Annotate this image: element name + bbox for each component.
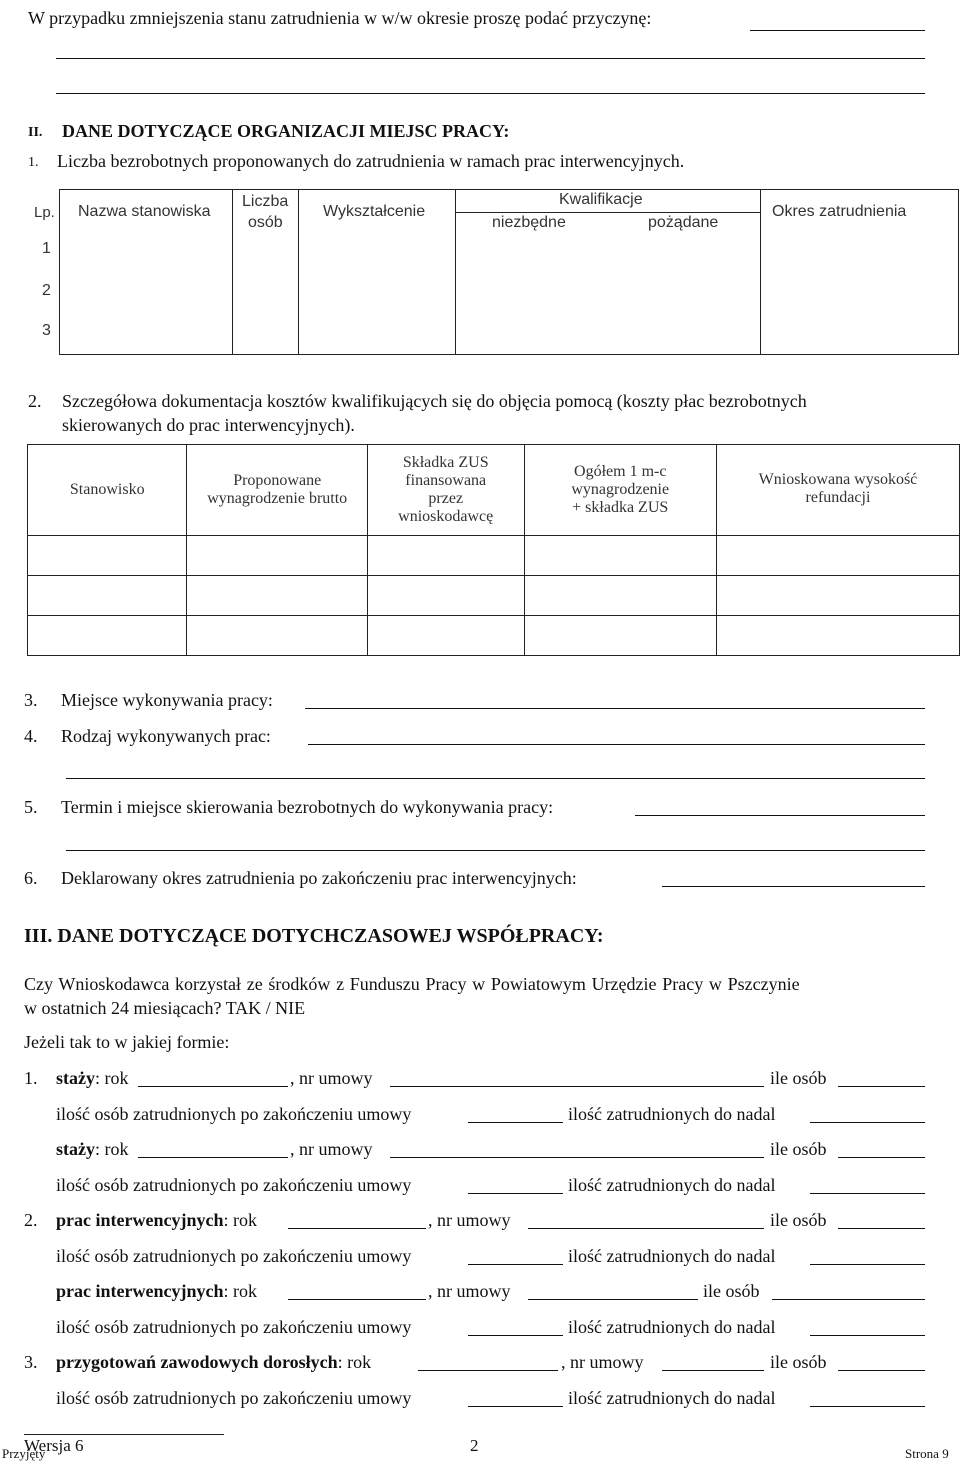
prac-row-2: prac interwencyjnych: rok	[56, 1281, 257, 1301]
prac-2-ile-field[interactable]	[772, 1299, 925, 1300]
form-num-3: 3.	[24, 1352, 38, 1372]
przygot-ile-field[interactable]	[838, 1370, 925, 1371]
stazy-2-ile-field[interactable]	[838, 1157, 925, 1158]
item-6-number: 6.	[24, 868, 38, 888]
row-num-2: 2	[42, 282, 51, 299]
stazy-2-ile-label: ile osób	[770, 1139, 827, 1159]
prac-1-po-field[interactable]	[468, 1264, 563, 1265]
work-type-field-1[interactable]	[308, 744, 925, 745]
stazy-row-2: staży: rok	[56, 1139, 129, 1159]
item-2-number: 2.	[28, 391, 42, 411]
footer-strona: Strona 9	[905, 1446, 949, 1461]
col-nazwa: Nazwa stanowiska	[78, 203, 211, 220]
costs-header-ogolem: Ogółem 1 m-c wynagrodzenie + składka ZUS	[524, 445, 716, 536]
col-lp: Lp.	[34, 204, 55, 221]
prac-1-nr-field[interactable]	[528, 1228, 764, 1229]
costs-header-refundacja: Wnioskowana wysokość refundacji	[716, 445, 959, 536]
prac-2-po-label: ilość osób zatrudnionych po zakończeniu umowy	[56, 1317, 412, 1337]
section-3-title: III. DANE DOTYCZĄCE DOTYCHCZASOWEJ WSPÓŁPRACY:	[24, 925, 604, 947]
footer-przyjety: Przyjęty	[2, 1446, 46, 1461]
prac-1-ile-field[interactable]	[838, 1228, 925, 1229]
reason-field-2[interactable]	[56, 58, 925, 59]
top-question: W przypadku zmniejszenia stanu zatrudnienia w w/w okresie proszę podać przyczynę:	[28, 8, 652, 28]
stazy-1-nadal-label: ilość zatrudnionych do nadal	[568, 1104, 776, 1124]
przygot-rok-field[interactable]	[418, 1370, 558, 1371]
section-3-if-yes: Jeżeli tak to w jakiej formie:	[24, 1032, 230, 1052]
przygot-nadal-field[interactable]	[810, 1406, 925, 1407]
col-wyksztalcenie: Wykształcenie	[323, 203, 426, 220]
item-4-text: Rodzaj wykonywanych prac:	[61, 726, 271, 746]
item-5-text: Termin i miejsce skierowania bezrobotnych do wykonywania pracy:	[61, 797, 554, 817]
przygot-row: przygotowań zawodowych dorosłych: rok	[56, 1352, 372, 1372]
form-num-1: 1.	[24, 1068, 38, 1088]
stazy-1-ile-label: ile osób	[770, 1068, 827, 1088]
item-3-number: 3.	[24, 690, 38, 710]
footer-page-number: 2	[470, 1436, 479, 1455]
jobs-table-vline-4	[760, 189, 761, 355]
przygot-ile-label: ile osób	[770, 1352, 827, 1372]
stazy-1-nr-label: , nr umowy	[290, 1068, 373, 1088]
prac-1-nr-label: , nr umowy	[428, 1210, 511, 1230]
stazy-2-nadal-field[interactable]	[810, 1193, 925, 1194]
stazy-2-po-label: ilość osób zatrudnionych po zakończeniu umowy	[56, 1175, 412, 1195]
costs-header-wynagrodzenie: Proponowane wynagrodzenie brutto	[187, 445, 367, 536]
costs-row[interactable]	[28, 576, 960, 616]
referral-field-1[interactable]	[635, 815, 925, 816]
przygot-nr-field[interactable]	[662, 1370, 764, 1371]
jobs-table-vline-2	[298, 189, 299, 355]
col-pozadane: pożądane	[648, 214, 719, 231]
stazy-1-po-field[interactable]	[468, 1122, 563, 1123]
reason-field-3[interactable]	[56, 93, 925, 94]
item-2-line-1: Szczegółowa dokumentacja kosztów kwalifikujących się do objęcia pomocą (koszty płac bezrobotnych	[62, 391, 807, 411]
item-2-line-2: skierowanych do prac interwencyjnych).	[62, 415, 355, 435]
stazy-2-po-field[interactable]	[468, 1193, 563, 1194]
stazy-1-ile-field[interactable]	[838, 1086, 925, 1087]
col-liczba-2: osób	[248, 214, 283, 231]
employment-period-field[interactable]	[662, 886, 925, 887]
reason-field-1[interactable]	[750, 30, 925, 31]
section-3-question-1: Czy Wnioskodawca korzystał ze środków z Funduszu Pracy w Powiatowym Urzędzie Pracy w Pszczynie	[24, 974, 800, 994]
prac-1-nadal-field[interactable]	[810, 1264, 925, 1265]
stazy-2-nadal-label: ilość zatrudnionych do nadal	[568, 1175, 776, 1195]
stazy-1-nr-field[interactable]	[390, 1086, 764, 1087]
row-num-3: 3	[42, 322, 51, 339]
prac-1-po-label: ilość osób zatrudnionych po zakończeniu umowy	[56, 1246, 412, 1266]
prac-2-rok-field[interactable]	[288, 1299, 426, 1300]
prac-1-ile-label: ile osób	[770, 1210, 827, 1230]
form-num-2: 2.	[24, 1210, 38, 1230]
item-3-text: Miejsce wykonywania pracy:	[61, 690, 273, 710]
przygot-nadal-label: ilość zatrudnionych do nadal	[568, 1388, 776, 1408]
item-5-number: 5.	[24, 797, 38, 817]
item-1-number: 1.	[28, 155, 39, 170]
prac-2-nr-label: , nr umowy	[428, 1281, 511, 1301]
referral-field-2[interactable]	[66, 850, 925, 851]
prac-2-nadal-label: ilość zatrudnionych do nadal	[568, 1317, 776, 1337]
section-3-question-2: w ostatnich 24 miesiącach? TAK / NIE	[24, 998, 306, 1018]
col-okres: Okres zatrudnienia	[772, 203, 907, 220]
footer-divider	[24, 1434, 224, 1435]
stazy-row-1: staży: rok	[56, 1068, 129, 1088]
costs-header-stanowisko: Stanowisko	[28, 445, 187, 536]
przygot-po-field[interactable]	[468, 1406, 563, 1407]
prac-1-rok-field[interactable]	[288, 1228, 426, 1229]
section-2-title: DANE DOTYCZĄCE ORGANIZACJI MIEJSC PRACY:	[62, 121, 510, 141]
col-niezbedne: niezbędne	[492, 214, 566, 231]
col-liczba-1: Liczba	[242, 193, 289, 210]
costs-row[interactable]	[28, 616, 960, 656]
prac-2-nr-field[interactable]	[528, 1299, 698, 1300]
prac-1-nadal-label: ilość zatrudnionych do nadal	[568, 1246, 776, 1266]
stazy-1-po-label: ilość osób zatrudnionych po zakończeniu umowy	[56, 1104, 412, 1124]
prac-2-po-field[interactable]	[468, 1335, 563, 1336]
jobs-table-vline-3	[455, 189, 456, 355]
prac-row-1: prac interwencyjnych: rok	[56, 1210, 257, 1230]
work-type-field-2[interactable]	[66, 778, 925, 779]
jobs-table-vline-1	[232, 189, 233, 355]
stazy-2-nr-label: , nr umowy	[290, 1139, 373, 1159]
costs-row[interactable]	[28, 536, 960, 576]
stazy-1-rok-field[interactable]	[138, 1086, 288, 1087]
prac-2-ile-label: ile osób	[703, 1281, 760, 1301]
przygot-nr-label: , nr umowy	[561, 1352, 644, 1372]
row-num-1: 1	[42, 240, 51, 257]
costs-table	[27, 444, 960, 656]
footer-wersja: Wersja 6	[24, 1436, 84, 1455]
prac-2-nadal-field[interactable]	[810, 1335, 925, 1336]
work-place-field[interactable]	[305, 708, 925, 709]
item-1-text: Liczba bezrobotnych proponowanych do zatrudnienia w ramach prac interwencyjnych.	[57, 151, 685, 171]
costs-header-skladka: Składka ZUS finansowana przez wnioskodawcę	[367, 445, 524, 536]
stazy-2-rok-field[interactable]	[138, 1157, 288, 1158]
item-6-text: Deklarowany okres zatrudnienia po zakończeniu prac interwencyjnych:	[61, 868, 577, 888]
item-4-number: 4.	[24, 726, 38, 746]
section-2-number: II.	[28, 125, 43, 140]
stazy-1-nadal-field[interactable]	[810, 1122, 925, 1123]
stazy-2-nr-field[interactable]	[390, 1157, 764, 1158]
col-kwalifikacje: Kwalifikacje	[559, 191, 643, 208]
jobs-table-hline-kw	[455, 212, 760, 213]
przygot-po-label: ilość osób zatrudnionych po zakończeniu umowy	[56, 1388, 412, 1408]
